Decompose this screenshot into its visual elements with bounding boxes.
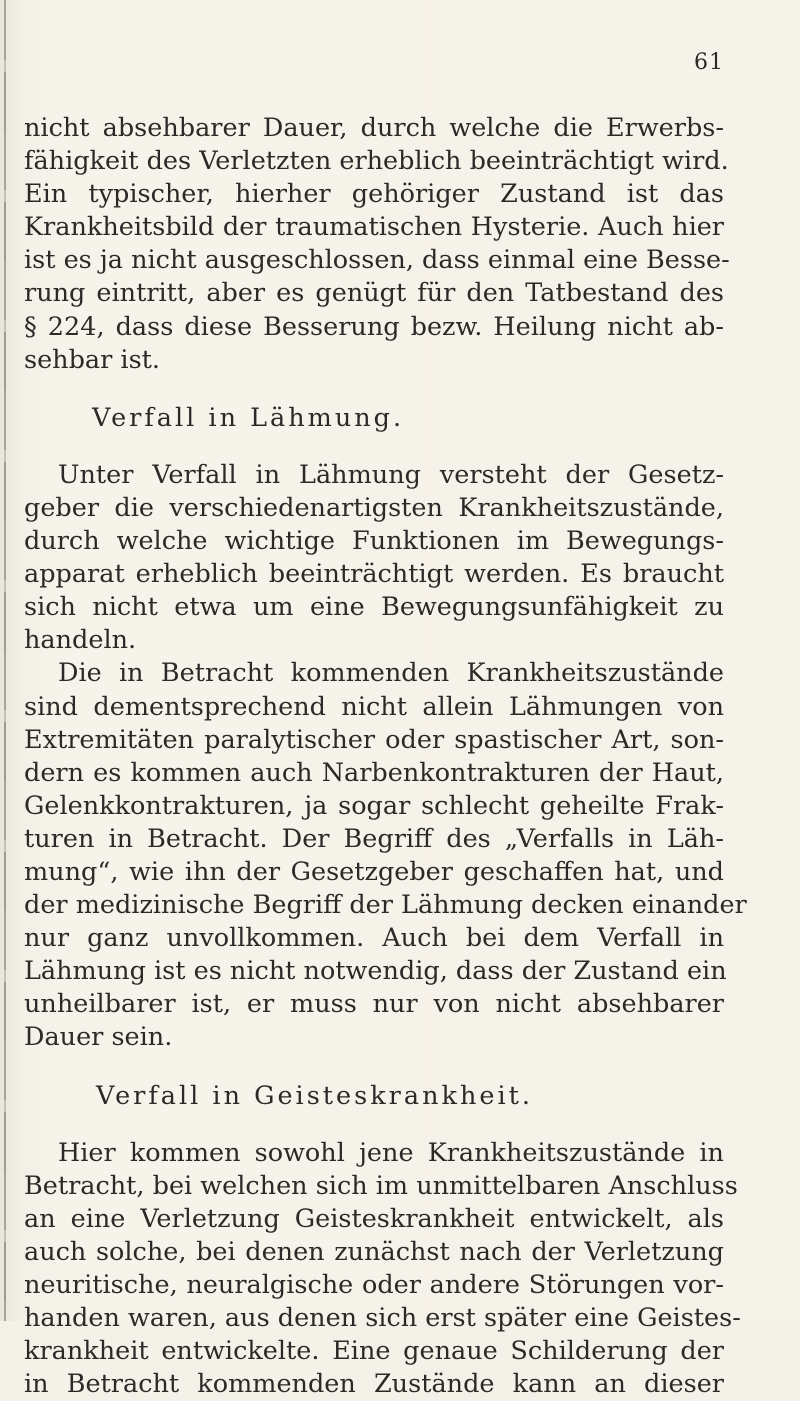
text-line: dern es kommen auch Narbenkontrakturen der Haut, (24, 757, 724, 788)
text-line: auch solche, bei denen zunächst nach der Verletzung (24, 1236, 724, 1267)
text-line: handeln. (24, 625, 137, 656)
text-line: an eine Verletzung Geisteskrankheit entwickelt, als (24, 1203, 724, 1234)
text-line: krankheit entwickelte. Eine genaue Schilderung der (24, 1336, 724, 1367)
text-line: Hier kommen sowohl jene Krankheitszustände in (58, 1137, 724, 1168)
text-line: Betracht, bei welchen sich im unmittelbaren Anschluss (24, 1170, 738, 1201)
text-line: Extremitäten paralytischer oder spastischer Art, son- (24, 724, 724, 755)
text-line: nur ganz unvollkommen. Auch bei dem Verfall in (24, 923, 724, 954)
text-line: fähigkeit des Verletzten erheblich beeinträchtigt wird. (24, 146, 729, 177)
text-line: turen in Betracht. Der Begriff des „Verfalls in Läh- (24, 823, 724, 854)
text-line: mung“, wie ihn der Gesetzgeber geschaffen hat, und (24, 856, 724, 887)
text-line: sind dementsprechend nicht allein Lähmungen von (24, 691, 724, 722)
text-line: apparat erheblich beeinträchtigt werden. Es braucht (24, 559, 724, 590)
text-line: Gelenkkontrakturen, ja sogar schlecht geheilte Frak- (24, 790, 724, 821)
text-line: neuritische, neuralgische oder andere Störungen vor- (24, 1270, 724, 1300)
text-line: der medizinische Begriff der Lähmung decken einander (24, 890, 747, 921)
section-heading-laehmung: Verfall in Lähmung. (92, 402, 405, 433)
text-line: Unter Verfall in Lähmung versteht der Gesetz- (58, 459, 724, 490)
text-line: sich nicht etwa um eine Bewegungsunfähigkeit zu (24, 592, 724, 623)
text-line: in Betracht kommenden Zustände kann an dieser (24, 1369, 724, 1400)
page-number: 61 (694, 50, 724, 75)
text-line: Lähmung ist es nicht notwendig, dass der Zustand ein (24, 956, 727, 987)
text-line: durch welche wichtige Funktionen im Bewegungs- (24, 526, 724, 557)
text-line: unheilbarer ist, er muss nur von nicht absehbarer (24, 989, 724, 1020)
text-line: ist es ja nicht ausgeschlossen, dass einmal eine Besse- (24, 245, 730, 276)
intro-paragraph (24, 112, 730, 377)
geisteskrankheit-paragraph-1 (24, 1137, 741, 1401)
text-line: § 224, dass diese Besserung bezw. Heilung nicht ab- (24, 311, 724, 342)
text-line: Die in Betracht kommenden Krankheitszustände (58, 658, 724, 689)
page-gutter (4, 0, 6, 1321)
text-line: rung eintritt, aber es genügt für den Tatbestand des (24, 278, 724, 309)
laehmung-paragraph-2 (24, 657, 747, 1054)
text-line: Ein typischer, hierher gehöriger Zustand ist das (24, 179, 724, 210)
text-line: handen waren, aus denen sich erst später eine Geistes- (24, 1303, 741, 1334)
text-line: Krankheitsbild der traumatischen Hysterie. Auch hier (24, 212, 724, 243)
section-heading-geisteskrankheit: Verfall in Geisteskrankheit. (96, 1080, 533, 1111)
text-line: geber die verschiedenartigsten Krankheitszustände, (24, 492, 724, 523)
laehmung-paragraph-1 (24, 459, 724, 658)
text-line: sehbar ist. (24, 344, 161, 375)
text-line: Dauer sein. (24, 1022, 173, 1053)
page-body (24, 112, 747, 1401)
text-line: nicht absehbarer Dauer, durch welche die Erwerbs- (24, 113, 724, 143)
